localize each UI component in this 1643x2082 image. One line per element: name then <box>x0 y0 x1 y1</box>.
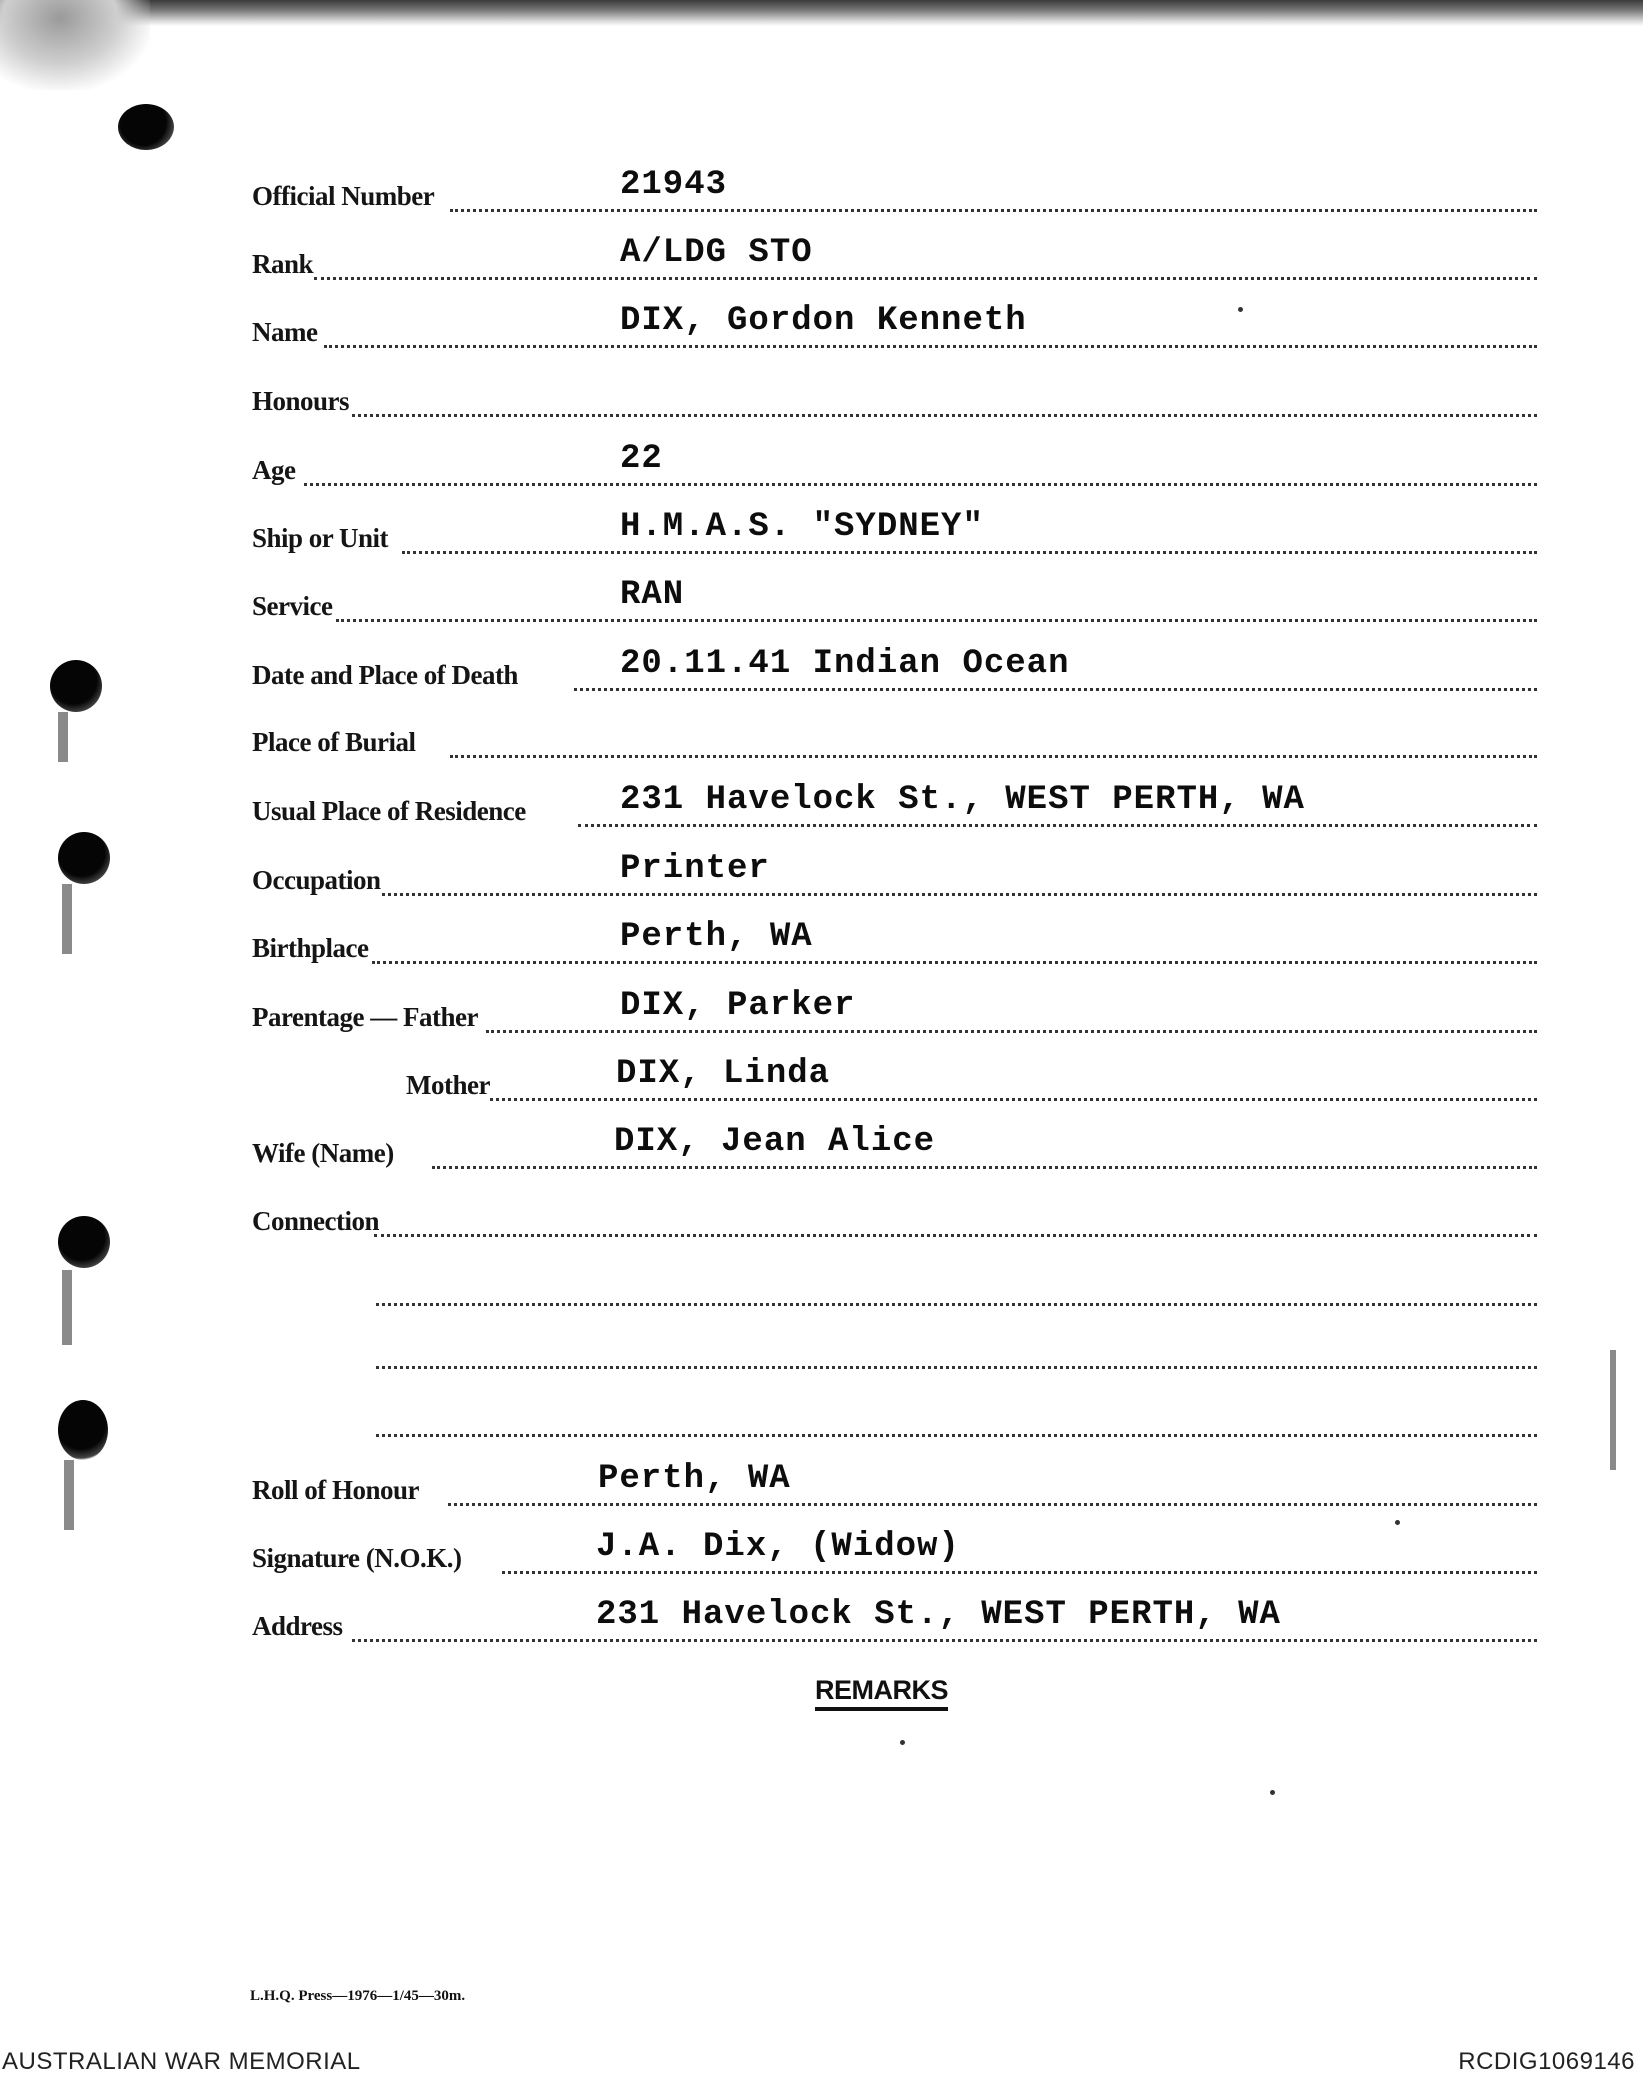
dotted-line <box>490 1098 1537 1101</box>
punch-hole-shadow <box>62 884 72 954</box>
field-value: Perth, WA <box>598 1460 791 1498</box>
connection-continuation-line <box>376 1303 1537 1306</box>
remarks-heading: REMARKS <box>815 1677 948 1711</box>
field-value: J.A. Dix, (Widow) <box>596 1528 960 1566</box>
dotted-line <box>450 755 1537 758</box>
punch-hole <box>58 1216 110 1268</box>
field-label: Address <box>252 1611 343 1641</box>
field-label: Rank <box>252 249 314 279</box>
field-label: Occupation <box>252 865 381 895</box>
field-label: Wife (Name) <box>252 1138 394 1168</box>
field-roll-of-honour <box>252 1460 1537 1506</box>
field-label: Place of Burial <box>252 727 416 757</box>
field-date-place-of-death <box>252 645 1537 691</box>
dotted-line <box>448 1503 1537 1506</box>
dotted-line <box>382 893 1537 896</box>
field-usual-place-of-residence <box>252 781 1537 827</box>
field-honours <box>252 375 1537 417</box>
field-value: 21943 <box>620 166 728 204</box>
field-label: Roll of Honour <box>252 1475 420 1505</box>
field-occupation <box>252 850 1537 896</box>
footer-archive-name: AUSTRALIAN WAR MEMORIAL <box>2 2048 361 2075</box>
field-label: Date and Place of Death <box>252 660 518 690</box>
field-label: Mother <box>406 1070 490 1100</box>
field-value: RAN <box>620 576 685 614</box>
dotted-line <box>578 824 1537 827</box>
field-value: 231 Havelock St., WEST PERTH, WA <box>620 781 1305 819</box>
punch-hole-shadow <box>64 1460 74 1530</box>
field-signature-nok <box>252 1528 1537 1574</box>
field-address <box>252 1596 1537 1642</box>
field-parentage-father <box>252 987 1537 1033</box>
punch-hole <box>50 660 102 712</box>
field-value: DIX, Jean Alice <box>614 1123 936 1161</box>
field-label: Name <box>252 317 318 347</box>
field-value: Perth, WA <box>620 918 813 956</box>
field-wife-name <box>252 1123 1537 1169</box>
field-ship-or-unit <box>252 508 1537 554</box>
connection-continuation-line <box>376 1366 1537 1369</box>
field-label: Birthplace <box>252 933 369 963</box>
field-label: Official Number <box>252 181 435 211</box>
dotted-line <box>374 1234 1537 1237</box>
field-parentage-mother <box>406 1055 1537 1101</box>
footer-record-id: RCDIG1069146 <box>1458 2048 1635 2075</box>
punch-hole-shadow <box>58 712 68 762</box>
dotted-line <box>324 345 1537 348</box>
punch-hole-shadow <box>62 1270 72 1345</box>
dotted-line <box>486 1030 1537 1033</box>
dotted-line <box>574 688 1537 691</box>
field-official-number <box>252 166 1537 212</box>
scan-edge-mark <box>1610 1350 1616 1470</box>
field-label: Ship or Unit <box>252 523 389 553</box>
field-label: Age <box>252 455 296 485</box>
dotted-line <box>432 1166 1537 1169</box>
field-label: Honours <box>252 386 350 416</box>
punch-hole <box>118 104 174 150</box>
scan-speck <box>900 1740 905 1745</box>
scan-speck <box>1270 1790 1275 1795</box>
field-value: 22 <box>620 440 663 478</box>
field-place-of-burial <box>252 716 1537 758</box>
printer-code: L.H.Q. Press—1976—1/45—30m. <box>250 1988 466 2004</box>
field-label: Usual Place of Residence <box>252 796 526 826</box>
scan-top-edge <box>0 0 1643 26</box>
field-value: DIX, Linda <box>616 1055 831 1093</box>
field-label: Signature (N.O.K.) <box>252 1543 462 1573</box>
scan-speck <box>1395 1520 1400 1525</box>
field-value: DIX, Parker <box>620 987 856 1025</box>
field-service <box>252 576 1537 622</box>
dotted-line <box>304 483 1537 486</box>
dotted-line <box>352 414 1537 417</box>
field-label: Connection <box>252 1206 380 1236</box>
field-rank <box>252 234 1537 280</box>
dotted-line <box>314 277 1537 280</box>
field-label: Parentage — Father <box>252 1002 478 1032</box>
field-connection <box>252 1195 1537 1237</box>
field-birthplace <box>252 918 1537 964</box>
field-age <box>252 440 1537 486</box>
scan-corner-shadow <box>0 0 150 90</box>
dotted-line <box>402 551 1537 554</box>
field-label: Service <box>252 591 333 621</box>
field-value: DIX, Gordon Kenneth <box>620 302 1027 340</box>
dotted-line <box>502 1571 1537 1574</box>
dotted-line <box>372 961 1537 964</box>
dotted-line <box>336 619 1537 622</box>
connection-continuation-line <box>376 1434 1537 1437</box>
field-name <box>252 302 1537 348</box>
field-value: H.M.A.S. "SYDNEY" <box>620 508 984 546</box>
dotted-line <box>450 209 1537 212</box>
field-value: A/LDG STO <box>620 234 813 272</box>
field-value: 20.11.41 Indian Ocean <box>620 645 1070 683</box>
punch-hole <box>58 1400 108 1460</box>
dotted-line <box>352 1639 1537 1642</box>
field-value: 231 Havelock St., WEST PERTH, WA <box>596 1596 1281 1634</box>
punch-hole <box>58 832 110 884</box>
field-value: Printer <box>620 850 770 888</box>
